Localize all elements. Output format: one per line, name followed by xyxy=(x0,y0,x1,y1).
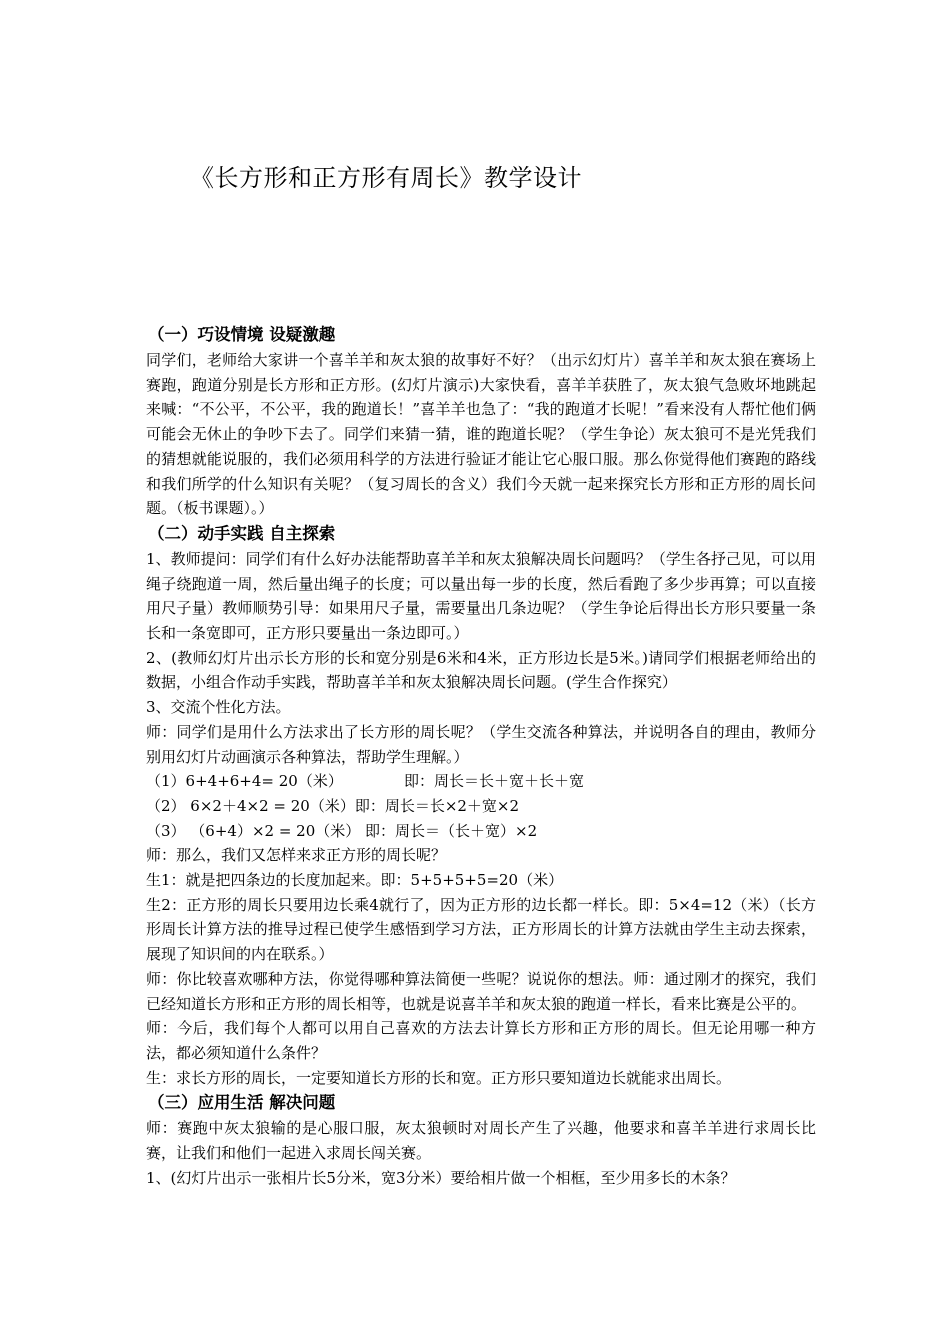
equation-line-2: （2） 6×2＋4×2 = 20（米）即：周长＝长×2＋宽×2 xyxy=(146,796,520,815)
paragraph: 师：那么，我们又怎样来求正方形的周长呢？ xyxy=(146,846,447,865)
equation-line-3: （3） （6+4）×2 = 20（米） 即：周长＝（长＋宽）×2 xyxy=(146,821,538,840)
paragraph: 2、(教师幻灯片出示长方形的长和宽分别是6米和4米，正方形边长是5米。)请同学们根据老师给出的数据，小组合作动手实践，帮助喜羊羊和灰太狼解决周长问题。(学生合作探究） xyxy=(146,648,816,692)
paragraph: 师：赛跑中灰太狼输的是心服口服，灰太狼顿时对周长产生了兴趣，他要求和喜羊羊进行求周长比赛，让我们和他们一起进入求周长闯关赛。 xyxy=(146,1119,816,1163)
paragraph: 生1：就是把四条边的长度加起来。即：5+5+5+5=20（米） xyxy=(146,871,564,890)
paragraph: 师：今后，我们每个人都可以用自己喜欢的方法去计算长方形和正方形的周长。但无论用哪一种方法，都必须知道什么条件？ xyxy=(146,1019,816,1062)
paragraph: 师：同学们是用什么方法求出了长方形的周长呢？（学生交流各种算法，并说明各自的理由，教师分别用幻灯片动画演示各种算法，帮助学生理解。） xyxy=(146,722,816,766)
paragraph: 生2：正方形的周长只要用边长乘4就行了，因为正方形的边长都一样长。即：5×4=12（米）（长方形周长计算方法的推导过程已使学生感悟到学习方法，正方形周长的计算方法就由学生主动去探索，展现了知识间的内在联系。） xyxy=(146,895,816,964)
section-heading-2: （二）动手实践 自主探索 xyxy=(148,523,336,543)
paragraph: 同学们，老师给大家讲一个喜羊羊和灰太狼的故事好不好？（出示幻灯片）喜羊羊和灰太狼在赛场上赛跑，跑道分别是长方形和正方形。(幻灯片演示)大家快看，喜羊羊获胜了，灰太狼气急败坏地跳起来喊：“不公平，不公平，我的跑道长！”喜羊羊也急了：“我的跑道才长呢！”看来没有人帮忙他们俩可能会无休止的争吵下去了。同学们来猜一猜，谁的跑道长呢？（学生争论）灰太狼可不是光凭我们的猜想就能说服的，我们必须用科学的方法进行验证才能让它心服口服。那么你觉得他们赛跑的路线和我们所学的什么知识有关呢？（复习周长的含义）我们今天就一起来探究长方形和正方形的周长问题。（板书课题）。） xyxy=(146,351,816,518)
section-heading-3: （三）应用生活 解决问题 xyxy=(148,1093,336,1113)
section-heading-1: （一）巧设情境 设疑激趣 xyxy=(148,325,336,344)
document-title: 《长方形和正方形有周长》教学设计 xyxy=(190,164,582,192)
equation-line-1 xyxy=(146,769,816,794)
document-body xyxy=(146,322,816,1191)
paragraph: 师：你比较喜欢哪种方法，你觉得哪种算法简便一些呢？说说你的想法。师：通过刚才的探究，我们已经知道长方形和正方形的周长相等，也就是说喜羊羊和灰太狼的跑道一样长，看来比赛是公平的。 xyxy=(146,969,816,1013)
equation-1-formula: 即：周长＝长＋宽＋长＋宽 xyxy=(404,772,585,791)
paragraph: 生：求长方形的周长，一定要知道长方形的长和宽。正方形只要知道边长就能求出周长。 xyxy=(146,1068,732,1087)
paragraph: 1、教师提问：同学们有什么好办法能帮助喜羊羊和灰太狼解决周长问题吗？（学生各抒己见，可以用绳子绕跑道一周，然后量出绳子的长度；可以量出每一步的长度，然后看跑了多少步再算；可以直接用尺子量）教师顺势引导：如果用尺子量，需要量出几条边呢？（学生争论后得出长方形只要量一条长和一条宽即可，正方形只要量出一条边即可。） xyxy=(146,549,816,643)
paragraph: 1、(幻灯片出示一张相片长5分米，宽3分米）要给相片做一个相框，至少用多长的木条？ xyxy=(146,1168,736,1187)
paragraph: 3、交流个性化方法。 xyxy=(146,698,291,717)
equation-1-calc: （1）6+4+6+4= 20（米） xyxy=(146,772,343,791)
